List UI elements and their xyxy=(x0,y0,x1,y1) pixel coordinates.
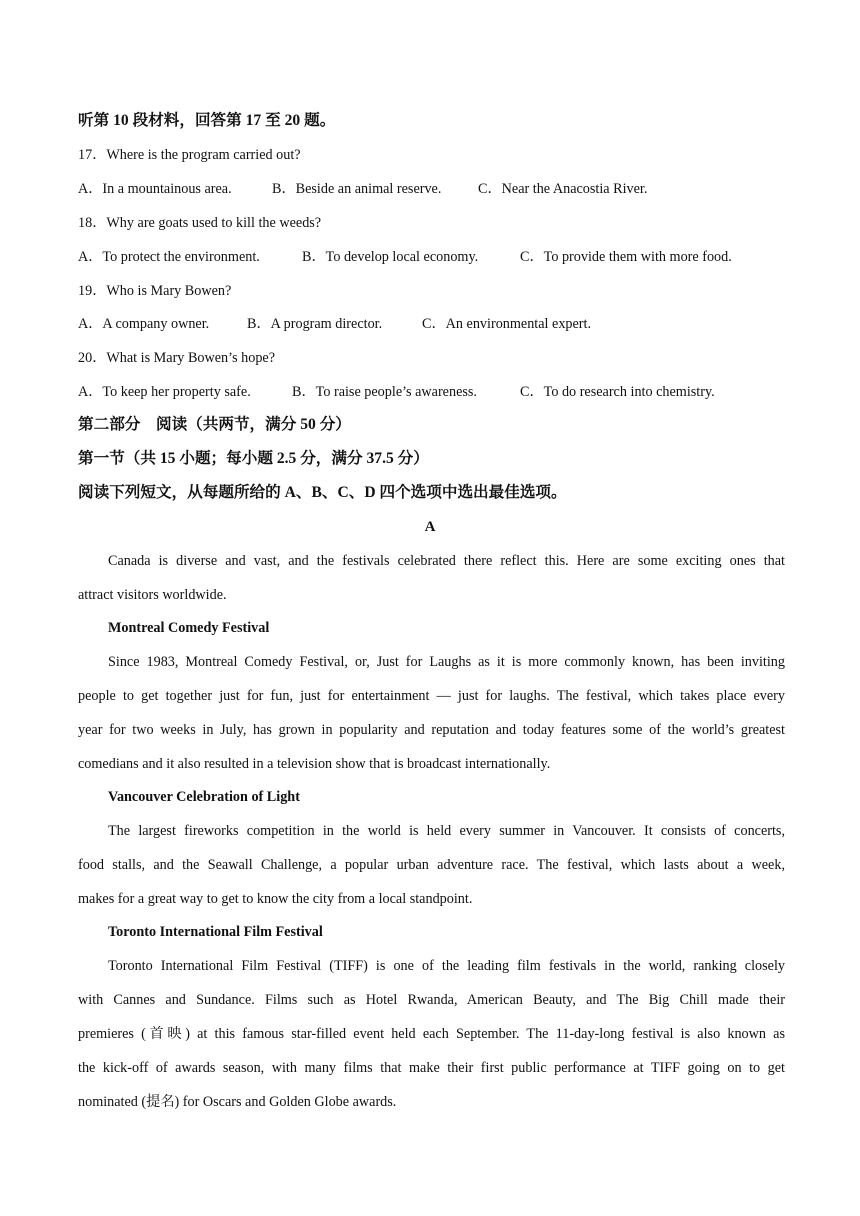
option-c: C．An environmental expert. xyxy=(422,316,592,332)
festival-paragraph-toronto xyxy=(78,949,785,1119)
paragraph-line: people to get together just for fun, just for entertainment — just for laughs. The festival, which takes place every xyxy=(78,688,785,704)
section-one-heading: 第一节（共 15 小题；每小题 2.5 分，满分 37.5 分） xyxy=(78,450,429,467)
paragraph-line: The largest fireworks competition in the world is held every summer in Vancouver. It consists of concerts, xyxy=(108,823,785,839)
paragraph-line: comedians and it also resulted in a television show that is broadcast internationally. xyxy=(78,756,551,772)
option-b: B．To raise people’s awareness. xyxy=(292,384,477,400)
part-two-heading: 第二部分 阅读（共两节，满分 50 分） xyxy=(78,416,351,433)
passage-label: A xyxy=(424,519,436,535)
paragraph-line: makes for a great way to get to know the city from a local standpoint. xyxy=(78,891,473,907)
question-20 xyxy=(78,348,275,368)
question-number: 20． xyxy=(78,350,107,366)
paragraph-line: year for two weeks in July, has grown in popularity and reputation and today features some of the world’s greatest xyxy=(78,722,785,738)
option-a: A．To protect the environment. xyxy=(78,249,260,265)
question-number: 19． xyxy=(78,283,107,299)
option-c: C．To do research into chemistry. xyxy=(520,384,715,400)
paragraph-line: the kick-off of awards season, with many films that make their first public performance at TIFF going on to get xyxy=(78,1060,785,1076)
festival-title-toronto: Toronto International Film Festival xyxy=(108,924,323,940)
option-a: A．To keep her property safe. xyxy=(78,384,251,400)
question-number: 18． xyxy=(78,215,107,231)
question-19 xyxy=(78,281,231,301)
options-20 xyxy=(78,382,715,402)
intro-paragraph xyxy=(78,544,785,612)
question-text: Why are goats used to kill the weeds? xyxy=(106,215,322,231)
question-text: Where is the program carried out? xyxy=(106,147,301,163)
option-b: B．Beside an animal reserve. xyxy=(272,181,442,197)
paragraph-line: food stalls, and the Seawall Challenge, a popular urban adventure race. The festival, which lasts about a week, xyxy=(78,857,785,873)
paragraph-line: Toronto International Film Festival (TIFF) is one of the leading film festivals in the world, ranking closely xyxy=(108,958,785,974)
paragraph-line: attract visitors worldwide. xyxy=(78,587,227,603)
question-18 xyxy=(78,213,321,233)
reading-instruction: 阅读下列短文，从每题所给的 A、B、C、D 四个选项中选出最佳选项。 xyxy=(78,484,567,501)
options-17 xyxy=(78,179,647,199)
option-c: C．To provide them with more food. xyxy=(520,249,732,265)
paragraph-line: nominated (提名) for Oscars and Golden Globe awards. xyxy=(78,1094,397,1110)
question-number: 17． xyxy=(78,147,107,163)
festival-title-montreal: Montreal Comedy Festival xyxy=(108,620,270,636)
festival-paragraph-vancouver xyxy=(78,814,785,916)
option-b: B．A program director. xyxy=(247,316,383,332)
question-text: Who is Mary Bowen? xyxy=(106,283,232,299)
option-b: B．To develop local economy. xyxy=(302,249,479,265)
options-19 xyxy=(78,314,591,334)
paragraph-line: with Cannes and Sundance. Films such as Hotel Rwanda, American Beauty, and The Big Chill made their xyxy=(78,992,785,1008)
paragraph-line: Since 1983, Montreal Comedy Festival, or, Just for Laughs as it is more commonly known, has been inviting xyxy=(108,654,785,670)
question-17 xyxy=(78,145,301,165)
option-a: A．A company owner. xyxy=(78,316,210,332)
options-18 xyxy=(78,247,732,267)
festival-paragraph-montreal xyxy=(78,645,785,781)
festival-title-vancouver: Vancouver Celebration of Light xyxy=(108,789,300,805)
option-a: A．In a mountainous area. xyxy=(78,181,232,197)
option-c: C．Near the Anacostia River. xyxy=(478,181,648,197)
paragraph-line: Canada is diverse and vast, and the festivals celebrated there reflect this. Here are some exciting ones that xyxy=(108,553,785,569)
listening-heading: 听第 10 段材料，回答第 17 至 20 题。 xyxy=(78,112,336,129)
paragraph-line: premieres (首映) at this famous star-filled event held each September. The 11-day-long festival is also known as xyxy=(78,1026,785,1042)
question-text: What is Mary Bowen’s hope? xyxy=(106,350,276,366)
